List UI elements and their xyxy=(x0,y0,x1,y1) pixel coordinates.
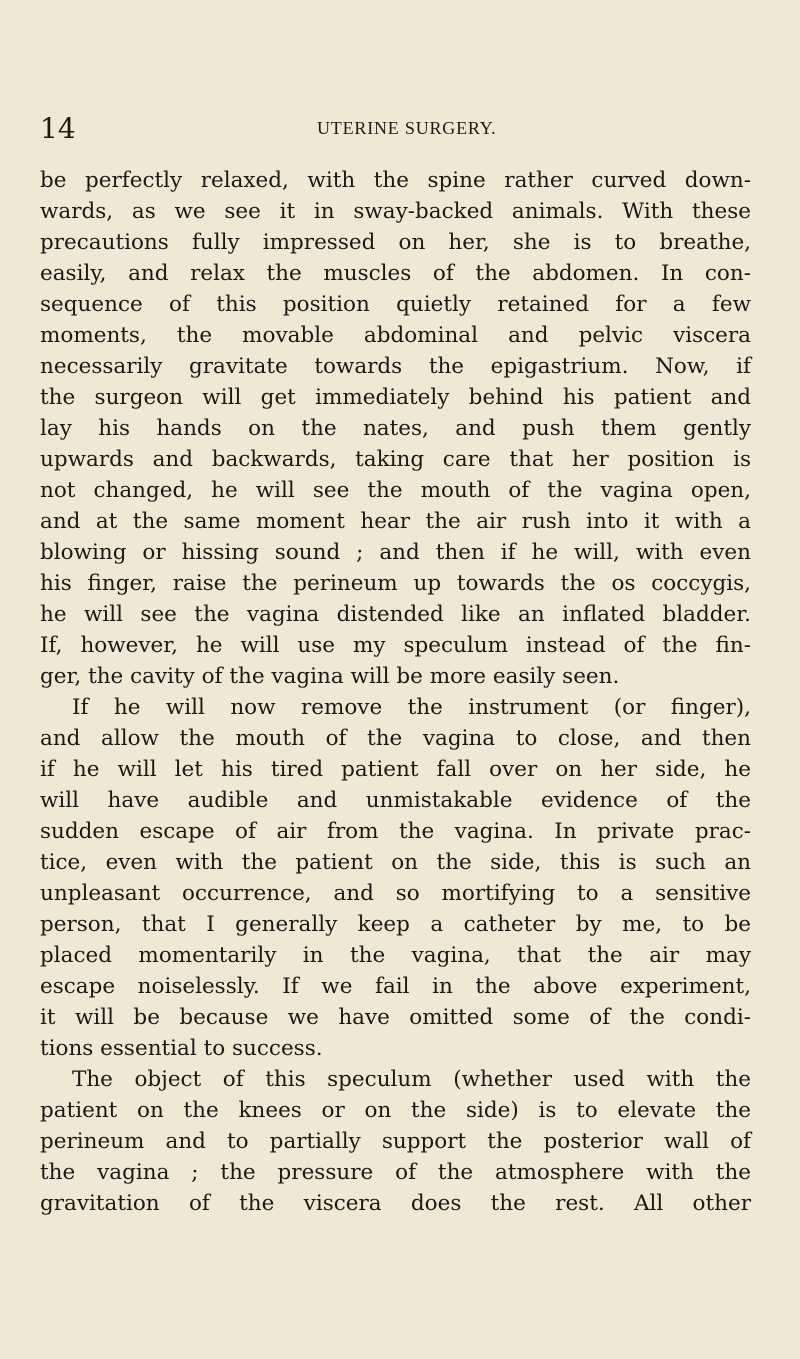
text-line: tice, even with the patient on the side, this is such an xyxy=(40,850,751,875)
text-line: escape noiselessly. If we fail in the above experiment, xyxy=(40,974,751,999)
text-line: patient on the knees or on the side) is to elevate the xyxy=(40,1098,751,1123)
text-line: unpleasant occurrence, and so mortifying to a sensitive xyxy=(40,881,751,906)
text-line: be perfectly relaxed, with the spine rather curved down- xyxy=(40,168,751,193)
text-line: person, that I generally keep a catheter by me, to be xyxy=(40,912,751,937)
text-line: The object of this speculum (whether used with the xyxy=(72,1067,751,1092)
text-line: tions essential to success. xyxy=(40,1036,323,1061)
text-line: gravitation of the viscera does the rest. All other xyxy=(40,1191,751,1216)
text-line: moments, the movable abdominal and pelvic viscera xyxy=(40,323,751,348)
text-line: if he will let his tired patient fall over on her side, he xyxy=(40,757,751,782)
text-line: lay his hands on the nates, and push them gently xyxy=(40,416,751,441)
text-line: the vagina ; the pressure of the atmosphere with the xyxy=(40,1160,751,1185)
text-line: it will be because we have omitted some of the condi- xyxy=(40,1005,751,1030)
text-line: will have audible and unmistakable evidence of the xyxy=(40,788,751,813)
running-head: UTERINE SURGERY. xyxy=(317,118,497,138)
text-line: ger, the cavity of the vagina will be more easily seen. xyxy=(40,664,620,689)
page-number: 14 xyxy=(40,112,76,145)
page-header xyxy=(40,112,760,152)
text-line: wards, as we see it in sway-backed animals. With these xyxy=(40,199,751,224)
text-line: blowing or hissing sound ; and then if he will, with even xyxy=(40,540,751,565)
text-line: and at the same moment hear the air rush into it with a xyxy=(40,509,751,534)
text-line: sequence of this position quietly retained for a few xyxy=(40,292,751,317)
text-line: easily, and relax the muscles of the abdomen. In con- xyxy=(40,261,751,286)
text-line: perineum and to partially support the posterior wall of xyxy=(40,1129,751,1154)
text-line: he will see the vagina distended like an inflated bladder. xyxy=(40,602,751,627)
body-text xyxy=(40,165,751,1219)
text-line: his finger, raise the perineum up towards the os coccygis, xyxy=(40,571,751,596)
text-line: precautions fully impressed on her, she is to breathe, xyxy=(40,230,751,255)
text-line: upwards and backwards, taking care that her position is xyxy=(40,447,751,472)
text-line: not changed, he will see the mouth of the vagina open, xyxy=(40,478,751,503)
text-line: sudden escape of air from the vagina. In private prac- xyxy=(40,819,751,844)
text-line: If, however, he will use my speculum instead of the fin- xyxy=(40,633,751,658)
text-line: If he will now remove the instrument (or finger), xyxy=(72,695,751,720)
text-line: the surgeon will get immediately behind his patient and xyxy=(40,385,751,410)
text-line: necessarily gravitate towards the epigastrium. Now, if xyxy=(40,354,751,379)
text-line: placed momentarily in the vagina, that the air may xyxy=(40,943,751,968)
text-line: and allow the mouth of the vagina to close, and then xyxy=(40,726,751,751)
